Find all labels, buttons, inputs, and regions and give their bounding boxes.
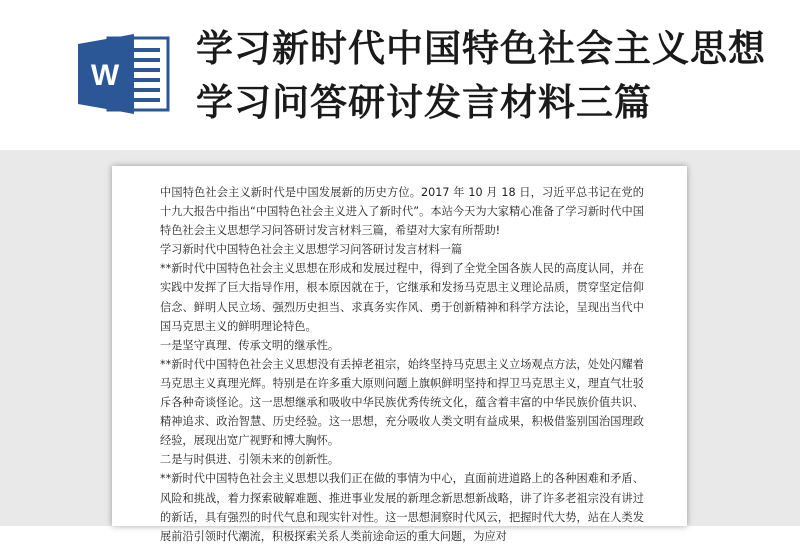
paragraph-intro: 中国特色社会主义新时代是中国发展新的历史方位。2017 年 10 月 18 日，习近平总书记在党的十九大报告中指出“中国特色社会主义进入了新时代”。本站今天为大家精心准备了学习新时代中国特色社会主义思想学习问答研讨发言材料三篇，希望对大家有所帮助! [160,186,644,238]
paragraph-body: **新时代中国特色社会主义思想在形成和发展过程中，得到了全党全国各族人民的高度认同，并在实践中发挥了巨大指导作用，根本原因就在于，它继承和发扬马克思主义理论品质，贯穿坚定信仰信念、鲜明人民立场、强烈历史担当、求真务实作风、勇于创新精神和科学方法论，呈现出当代中国马克思主义的鲜明理论特色。 [160,262,644,333]
header [0,0,800,150]
paragraph-body: **新时代中国特色社会主义思想以我们正在做的事情为中心，直面前进道路上的各种困难和矛盾、风险和挑战，着力探索破解难题、推进事业发展的新理念新思想新战略，讲了许多老祖宗没有讲过的新话，具有强烈的时代气息和现实针对性。这一思想洞察时代风云，把握时代大势，站在人类发展前沿引领时代潮流，积极探索关系人类前途命运的重大问题，为应对 [160,472,644,543]
page-title: 学习新时代中国特色社会主义思想学习问答研讨发言材料三篇 [196,27,766,124]
document-body [160,183,644,546]
paragraph-subheading: 一是坚守真理、传承文明的继承性。 [160,338,340,352]
word-document-icon [78,34,172,114]
word-icon-letter: W [90,59,120,92]
paragraph-body: **新时代中国特色社会主义思想没有丢掉老祖宗，始终坚持马克思主义立场观点方法，处处闪耀着马克思主义真理光辉。特别是在许多重大原则问题上旗帜鲜明坚持和捍卫马克思主义，理直气壮驳斥各种奇谈怪论。这一思想继承和吸收中华民族优秀传统文化，蕴含着丰富的中华民族价值共识、精神追求、政治智慧、历史经验。这一思想，充分吸收人类文明有益成果，积极借鉴别国治国理政经验，展现出宽广视野和博大胸怀。 [160,357,644,448]
document-page [112,166,687,543]
paragraph-heading: 学习新时代中国特色社会主义思想学习问答研讨发言材料一篇 [160,243,463,257]
paragraph-subheading: 二是与时俱进、引领未来的创新性。 [160,453,340,467]
